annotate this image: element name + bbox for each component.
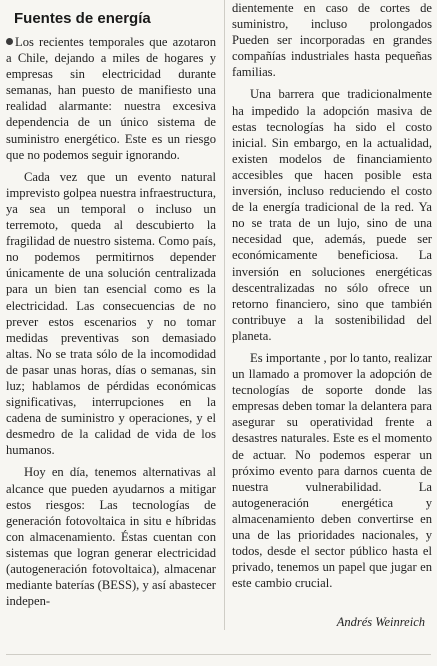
paragraph-3: Hoy en día, tenemos alternativas al alcance que pueden ayudarnos a mitigar estos riesgos: Las tecnologías de generación fotovoltaica in situ e híbridas con almacenamiento. Éstas cuentan con sistemas que logran generar electricidad (autogeneración fotovoltaica), almacenar mediante baterías (BESS), y así abastecer indepen-	[6, 465, 216, 609]
paragraph-3-continuation: dientemente en caso de cortes de suministro, incluso prolongados Pueden ser incorporadas en grandes compañías industriales hasta pequeñas familias.	[232, 1, 432, 80]
author-byline: Andrés Weinreich	[336, 615, 425, 629]
left-column	[6, 0, 216, 609]
column-divider	[224, 0, 225, 630]
article-headline: Fuentes de energía	[14, 10, 151, 27]
bottom-divider	[6, 654, 431, 655]
paragraph-5: Es importante , por lo tanto, realizar un llamado a promover la adopción de tecnologías de soporte donde las empresas deben tomar la delantera para asegurar su operatividad frente a desastres naturales. Este es el momento de actuar. No podemos esperar un próximo evento para darnos cuenta de nuestra vulnerabilidad. La autogeneración energética y almacenamiento deben convertirse en una de las prioridades nacionales, y todos, desde el sector público hasta el privado, tenemos un papel que jugar en este cambio crucial.	[232, 350, 432, 591]
bullet-icon	[6, 38, 13, 45]
paragraph-1	[6, 34, 216, 163]
right-column	[232, 0, 432, 591]
paragraph-1-text: Los recientes temporales que azotaron a Chile, dejando a miles de hogares y empresas sin electricidad durante semanas, han puesto de manifiesto una realidad alarmante: nuestra excesiva dependencia de un único sistema de suministro energético. Este es un riesgo que no podemos seguir ignorando.	[6, 35, 216, 162]
paragraph-4: Una barrera que tradicionalmente ha impedido la adopción masiva de estas tecnologías ha sido el costo inicial. Sin embargo, en la actualidad, existen modelos de financiamiento accesibles que hacen posible esta inversión, incluso reduciendo el costo de la energía tradicional de la red. Ya no se trata de un lujo, sino de una necesidad que, además, puede ser económicamente beneficiosa. La inversión en soluciones energéticas descentralizadas no sólo ofrece un retorno financiero, sino que también contribuye a la sostenibilidad del planeta.	[232, 87, 432, 343]
paragraph-2: Cada vez que un evento natural imprevisto golpea nuestra infraestructura, ya sea un temporal o incluso un terremoto, queda al descubierto la fragilidad de nuestro sistema. Como país, no podemos permitirnos depender únicamente de una solución centralizada para un bien tan esencial como es la electricidad. Las consecuencias de no prever estos escenarios y no tomar medidas preventivas son demasiado altas. No se trata sólo de la incomodidad de pasar unas horas, días o semanas, sin luz; hablamos de pérdidas económicas significativas, interrupciones en la cadena de suministro y operaciones, y el desmedro de la calidad de vida de los humanos.	[6, 169, 216, 458]
